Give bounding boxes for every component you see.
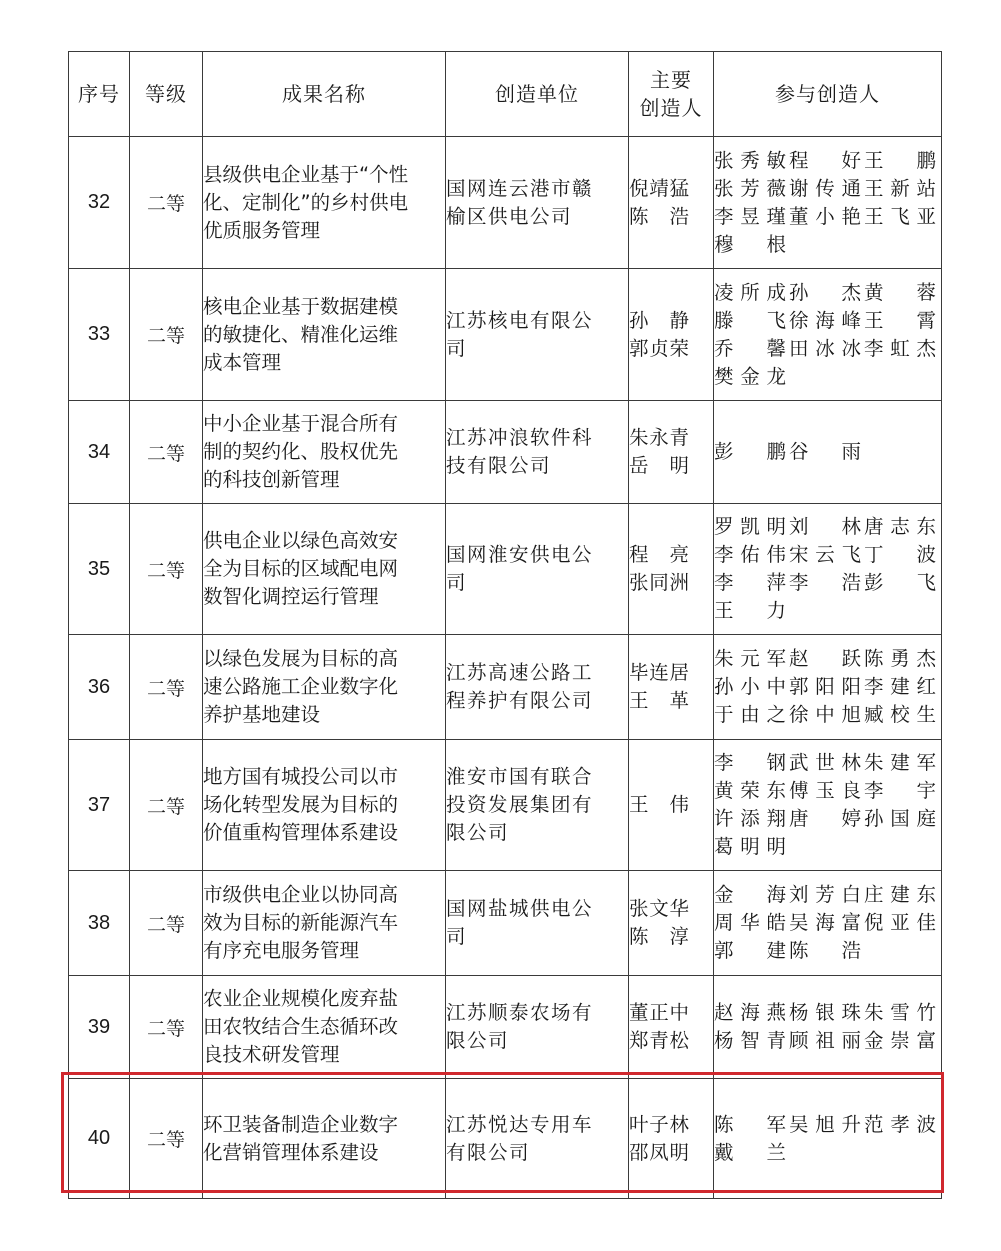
achievement-name-line: 环卫装备制造企业数字 [203, 1112, 399, 1136]
achievement-name-line: 化、定制化”的乡村供电 [203, 190, 409, 214]
participant-name: 乔馨 [714, 336, 786, 360]
unit-line: 江苏冲浪软件科 [446, 426, 594, 449]
participant-name: 刘芳白 [789, 883, 861, 906]
participant-name: 王飞亚 [864, 204, 936, 228]
achievement-name-line: 养护基地建设 [203, 703, 321, 726]
cell-lead-creators [629, 269, 714, 401]
participant-name: 于由之 [714, 703, 786, 726]
cell-participants [714, 269, 942, 401]
participant-name: 彭飞 [864, 571, 936, 594]
participant-name: 唐志东 [864, 515, 936, 538]
cell-achievement-name [203, 504, 446, 635]
cell-seq: 39 [69, 976, 130, 1079]
participant-name: 吴海富 [789, 911, 861, 934]
cell-unit [446, 635, 629, 740]
unit-line: 国网淮安供电公 [446, 543, 594, 566]
table-row [69, 269, 942, 401]
participant-name: 丁波 [864, 543, 936, 566]
participant-line [714, 569, 941, 597]
cell-grade: 二等 [130, 740, 203, 871]
participant-name: 谢传通 [789, 176, 861, 200]
table-row [69, 504, 942, 635]
participant-name: 董小艳 [789, 204, 861, 228]
participant-name: 李萍 [714, 571, 786, 594]
participant-line [714, 231, 941, 259]
lead-creator-name: 陈淳 [629, 925, 689, 948]
participant-line [714, 645, 941, 673]
participant-name: 刘林 [789, 515, 861, 538]
lead-creator-name: 王伟 [629, 793, 689, 816]
participant-line [714, 881, 941, 909]
participant-name: 金崇富 [864, 1029, 936, 1052]
cell-achievement-name [203, 137, 446, 269]
cell-grade: 二等 [130, 401, 203, 504]
unit-line: 国网盐城供电公 [446, 897, 594, 920]
achievement-name-line: 速公路施工企业数字化 [203, 675, 399, 698]
cell-lead-creators [629, 635, 714, 740]
participant-name: 王鹏 [864, 148, 936, 172]
cell-achievement-name [203, 976, 446, 1079]
participant-name: 樊金龙 [714, 364, 786, 388]
participant-name: 唐婷 [789, 807, 861, 830]
participant-name: 许添翔 [714, 807, 786, 830]
table-body [69, 137, 942, 1199]
cell-participants [714, 401, 942, 504]
cell-seq: 35 [69, 504, 130, 635]
achievement-name-line: 场化转型发展为目标的 [203, 793, 399, 816]
participant-name: 郭建 [714, 939, 786, 962]
participant-name: 朱元军 [714, 647, 786, 670]
cell-lead-creators [629, 1079, 714, 1199]
cell-lead-creators [629, 871, 714, 976]
participant-line [714, 833, 941, 861]
cell-achievement-name [203, 635, 446, 740]
cell-lead-creators [629, 976, 714, 1079]
unit-line: 司 [446, 571, 468, 594]
cell-unit [446, 137, 629, 269]
participant-name: 张芳薇 [714, 176, 786, 200]
participant-line [714, 777, 941, 805]
achievement-name-line: 市级供电企业以协同高 [203, 883, 399, 906]
lead-creator-name: 朱永青 [629, 426, 689, 449]
header-unit: 创造单位 [446, 52, 629, 137]
cell-participants [714, 1079, 942, 1199]
participant-line [714, 175, 941, 203]
achievement-name-line: 核电企业基于数据建模 [203, 294, 399, 318]
participant-name: 陈浩 [789, 939, 861, 962]
participant-line [714, 701, 941, 729]
cell-seq: 37 [69, 740, 130, 871]
cell-unit [446, 401, 629, 504]
unit-line: 江苏核电有限公 [446, 308, 594, 332]
cell-lead-creators [629, 504, 714, 635]
achievement-name-line: 良技术研发管理 [203, 1043, 340, 1066]
participant-name: 吴旭升 [789, 1112, 861, 1136]
participant-name: 王霄 [864, 308, 936, 332]
participant-name: 孙小中 [714, 675, 786, 698]
participant-line [714, 1111, 941, 1139]
participant-name: 李佑伟 [714, 543, 786, 566]
cell-grade: 二等 [130, 871, 203, 976]
header-seq: 序号 [69, 52, 130, 137]
cell-grade: 二等 [130, 137, 203, 269]
achievement-name-line: 田农牧结合生态循环改 [203, 1015, 399, 1038]
participant-name: 王力 [714, 599, 786, 622]
lead-creator-name: 郭贞荣 [629, 336, 689, 360]
header-lead [629, 52, 714, 137]
participant-name: 庄建东 [864, 883, 936, 906]
participant-line [714, 203, 941, 231]
cell-participants [714, 137, 942, 269]
table-row [69, 401, 942, 504]
cell-grade: 二等 [130, 976, 203, 1079]
participant-name: 穆根 [714, 232, 786, 256]
unit-line: 国网连云港市赣 [446, 176, 594, 200]
participant-name: 李虹杰 [864, 336, 936, 360]
participant-name: 周华皓 [714, 911, 786, 934]
participant-name: 孙杰 [789, 280, 861, 304]
participant-name: 杨智青 [714, 1029, 786, 1052]
cell-participants [714, 871, 942, 976]
participant-name: 徐中旭 [789, 703, 861, 726]
header-grade: 等级 [130, 52, 203, 137]
participant-name: 朱雪竹 [864, 1001, 936, 1024]
lead-creator-name: 张文华 [629, 897, 689, 920]
unit-line: 江苏高速公路工 [446, 661, 594, 684]
achievement-name-line: 以绿色发展为目标的高 [203, 647, 399, 670]
participant-line [714, 673, 941, 701]
cell-seq: 36 [69, 635, 130, 740]
participant-line [714, 909, 941, 937]
cell-participants [714, 635, 942, 740]
participant-line [714, 335, 941, 363]
participant-line [714, 279, 941, 307]
header-row [69, 52, 942, 137]
unit-line: 江苏悦达专用车 [446, 1112, 594, 1136]
achievement-name-line: 供电企业以绿色高效安 [203, 529, 399, 552]
achievement-name-line: 地方国有城投公司以市 [203, 765, 399, 788]
unit-line: 限公司 [446, 821, 510, 844]
cell-unit [446, 504, 629, 635]
achievement-name-line: 制的契约化、股权优先 [203, 440, 399, 463]
cell-achievement-name [203, 871, 446, 976]
unit-line: 司 [446, 336, 468, 360]
participant-line [714, 597, 941, 625]
participant-line [714, 363, 941, 391]
participant-name: 李建红 [864, 675, 936, 698]
participant-line [714, 937, 941, 965]
achievement-name-line: 的科技创新管理 [203, 468, 340, 491]
participant-name: 李昱瑾 [714, 204, 786, 228]
table-row [69, 976, 942, 1079]
cell-seq: 33 [69, 269, 130, 401]
participant-name: 范孝波 [864, 1112, 936, 1136]
participant-name: 宋云飞 [789, 543, 861, 566]
lead-creator-name: 叶子林 [629, 1112, 689, 1136]
lead-creator-name: 倪靖猛 [629, 176, 689, 200]
header-participants: 参与创造人 [714, 52, 942, 137]
participant-name: 李宇 [864, 779, 936, 802]
participant-name: 李浩 [789, 571, 861, 594]
participant-line [714, 513, 941, 541]
cell-achievement-name [203, 401, 446, 504]
table-row [69, 635, 942, 740]
lead-creator-name: 董正中 [629, 1001, 689, 1024]
cell-seq: 40 [69, 1079, 130, 1199]
participant-name: 徐海峰 [789, 308, 861, 332]
lead-creator-name: 岳明 [629, 454, 689, 477]
cell-unit [446, 871, 629, 976]
unit-line: 司 [446, 925, 468, 948]
participant-name: 顾祖丽 [789, 1029, 861, 1052]
achievement-name-line: 全为目标的区域配电网 [203, 557, 399, 580]
lead-creator-name: 毕连居 [629, 661, 689, 684]
lead-creator-name: 王革 [629, 689, 689, 712]
table-row [69, 871, 942, 976]
participant-line [714, 147, 941, 175]
cell-seq: 38 [69, 871, 130, 976]
participant-name: 金海 [714, 883, 786, 906]
participant-name: 张秀敏 [714, 148, 786, 172]
participant-name: 滕飞 [714, 308, 786, 332]
unit-line: 限公司 [446, 1029, 510, 1052]
participant-name: 谷雨 [789, 440, 861, 463]
header-name: 成果名称 [203, 52, 446, 137]
cell-unit [446, 1079, 629, 1199]
lead-creator-name: 程亮 [629, 543, 689, 566]
cell-grade: 二等 [130, 269, 203, 401]
achievement-name-line: 效为目标的新能源汽车 [203, 911, 399, 934]
cell-unit [446, 740, 629, 871]
participant-name: 陈勇杰 [864, 647, 936, 670]
unit-line: 江苏顺泰农场有 [446, 1001, 594, 1024]
cell-lead-creators [629, 401, 714, 504]
cell-lead-creators [629, 740, 714, 871]
participant-name: 李钢 [714, 751, 786, 774]
lead-creator-name: 孙静 [629, 308, 689, 332]
participant-name: 凌所成 [714, 280, 786, 304]
cell-seq: 32 [69, 137, 130, 269]
cell-achievement-name [203, 1079, 446, 1199]
lead-creator-name: 郑青松 [629, 1029, 689, 1052]
participant-name: 程好 [789, 148, 861, 172]
participant-line [714, 1139, 941, 1167]
unit-line: 投资发展集团有 [446, 793, 594, 816]
achievement-name-line: 成本管理 [203, 350, 282, 374]
cell-achievement-name [203, 269, 446, 401]
participant-name: 武世林 [789, 751, 861, 774]
header-lead-line2: 创造人 [639, 96, 703, 120]
participant-line [714, 1027, 941, 1055]
achievement-name-line: 优质服务管理 [203, 218, 321, 242]
achievement-name-line: 数智化调控运行管理 [203, 585, 379, 608]
lead-creator-name: 张同洲 [629, 571, 689, 594]
unit-line: 淮安市国有联合 [446, 765, 594, 788]
cell-grade: 二等 [130, 504, 203, 635]
header-lead-line1: 主要 [650, 68, 692, 92]
participant-name: 戴兰 [714, 1140, 786, 1164]
achievement-name-line: 有序充电服务管理 [203, 939, 360, 962]
participant-name: 朱建军 [864, 751, 936, 774]
achievement-name-line: 县级供电企业基于“个性 [203, 162, 409, 186]
table-row [69, 1079, 942, 1199]
lead-creator-name: 邵凤明 [629, 1140, 689, 1164]
participant-line [714, 999, 941, 1027]
participant-line [714, 438, 941, 466]
participant-name: 葛明明 [714, 835, 786, 858]
cell-participants [714, 504, 942, 635]
cell-grade: 二等 [130, 635, 203, 740]
participant-name: 黄荣东 [714, 779, 786, 802]
participant-name: 彭鹏 [714, 440, 786, 463]
cell-lead-creators [629, 137, 714, 269]
participant-name: 赵跃 [789, 647, 861, 670]
award-table [68, 51, 942, 1199]
achievement-name-line: 中小企业基于混合所有 [203, 412, 399, 435]
participant-name: 赵海燕 [714, 1001, 786, 1024]
cell-achievement-name [203, 740, 446, 871]
participant-name: 田冰冰 [789, 336, 861, 360]
participant-line [714, 541, 941, 569]
table-row [69, 740, 942, 871]
participant-line [714, 307, 941, 335]
participant-name: 傅玉良 [789, 779, 861, 802]
participant-name: 黄蓉 [864, 280, 936, 304]
participant-name: 罗凯明 [714, 515, 786, 538]
achievement-name-line: 价值重构管理体系建设 [203, 821, 399, 844]
participant-name: 王新站 [864, 176, 936, 200]
achievement-name-line: 的敏捷化、精准化运维 [203, 322, 399, 346]
participant-name: 孙国庭 [864, 807, 936, 830]
participant-line [714, 805, 941, 833]
participant-name: 倪亚佳 [864, 911, 936, 934]
participant-name: 杨银珠 [789, 1001, 861, 1024]
unit-line: 有限公司 [446, 1140, 531, 1164]
unit-line: 技有限公司 [446, 454, 552, 477]
participant-name: 陈军 [714, 1112, 786, 1136]
participant-line [714, 749, 941, 777]
cell-grade: 二等 [130, 1079, 203, 1199]
cell-unit [446, 269, 629, 401]
achievement-name-line: 农业企业规模化废弃盐 [203, 987, 399, 1010]
unit-line: 程养护有限公司 [446, 689, 594, 712]
lead-creator-name: 陈浩 [629, 204, 689, 228]
cell-unit [446, 976, 629, 1079]
participant-name: 郭阳阳 [789, 675, 861, 698]
unit-line: 榆区供电公司 [446, 204, 573, 228]
table-row [69, 137, 942, 269]
cell-participants [714, 976, 942, 1079]
achievement-name-line: 化营销管理体系建设 [203, 1140, 379, 1164]
participant-name: 臧校生 [864, 703, 936, 726]
cell-participants [714, 740, 942, 871]
cell-seq: 34 [69, 401, 130, 504]
